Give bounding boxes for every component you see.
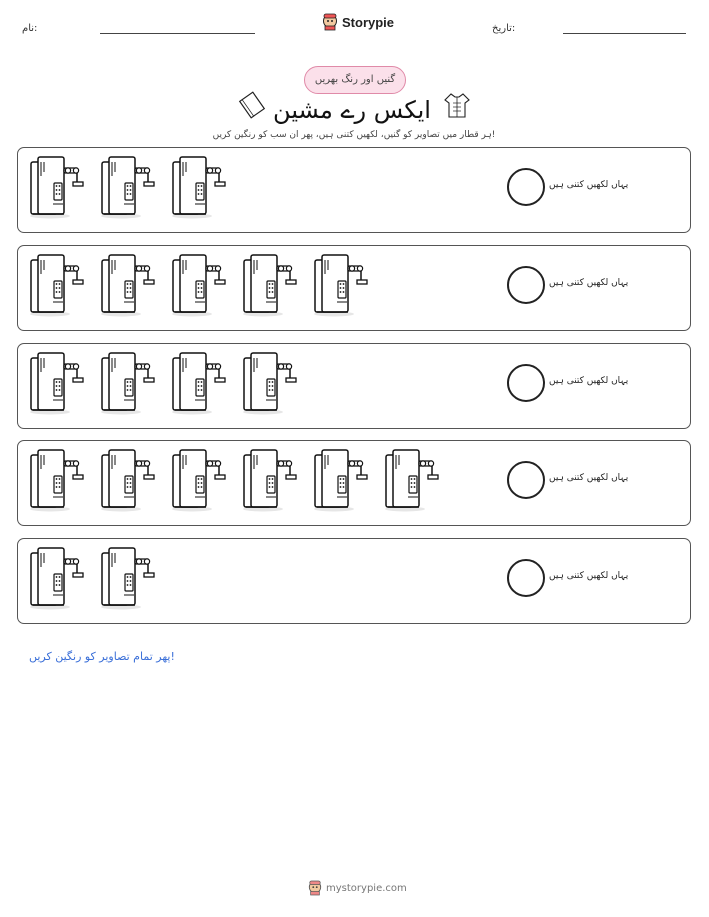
xray-machine-item [99, 545, 157, 611]
xray-machine-icon [312, 252, 370, 318]
xray-machine-item [28, 154, 86, 220]
xray-machine-icon [241, 252, 299, 318]
count-prompt: یہاں لکھیں کتنی ہیں [549, 571, 629, 581]
storypie-logo-icon [322, 13, 338, 31]
xray-machine-item [170, 154, 228, 220]
xray-machine-icon [241, 350, 299, 416]
xray-machine-item [170, 350, 228, 416]
xray-machine-icon [99, 154, 157, 220]
book-icon [238, 91, 266, 119]
xray-machine-item [241, 350, 299, 416]
count-prompt: یہاں لکھیں کتنی ہیں [549, 473, 629, 483]
storypie-logo-icon [308, 880, 322, 896]
date-line [563, 33, 686, 34]
instructions: ہر قطار میں تصاویر کو گنیں، لکھیں کتنی ہیں، پھر ان سب کو رنگین کریں! [212, 130, 496, 140]
answer-circle[interactable] [507, 168, 545, 206]
answer-circle[interactable] [507, 461, 545, 499]
answer-circle[interactable] [507, 266, 545, 304]
answer-circle[interactable] [507, 364, 545, 402]
xray-machine-item [312, 252, 370, 318]
count-row [17, 245, 691, 331]
xray-machine-item [241, 447, 299, 513]
xray-machine-icon [99, 350, 157, 416]
xray-machine-icon [28, 252, 86, 318]
xray-machine-icon [170, 154, 228, 220]
xray-machine-icon [99, 447, 157, 513]
xray-machine-item [99, 252, 157, 318]
xray-machine-icon [170, 350, 228, 416]
xray-machine-item [170, 252, 228, 318]
site-footer[interactable] [308, 880, 407, 896]
count-row [17, 147, 691, 233]
xray-machine-item [28, 350, 86, 416]
xray-machine-icon [170, 252, 228, 318]
xray-machine-icon [312, 447, 370, 513]
xray-machine-icon [383, 447, 441, 513]
footer-note: پھر تمام تصاویر کو رنگین کریں! [29, 650, 175, 663]
count-prompt: یہاں لکھیں کتنی ہیں [549, 376, 629, 386]
xray-machine-item [99, 447, 157, 513]
xray-machine-item [28, 252, 86, 318]
count-prompt: یہاں لکھیں کتنی ہیں [549, 278, 629, 288]
xray-machine-item [241, 252, 299, 318]
answer-circle[interactable] [507, 559, 545, 597]
xray-coat-icon [442, 91, 472, 119]
xray-machine-item [28, 447, 86, 513]
count-prompt: یہاں لکھیں کتنی ہیں [549, 180, 629, 190]
xray-machine-icon [28, 447, 86, 513]
xray-machine-icon [170, 447, 228, 513]
brand-logo[interactable] [322, 13, 394, 31]
xray-machine-item [312, 447, 370, 513]
name-line [100, 33, 255, 34]
xray-machine-icon [99, 252, 157, 318]
site-url: mystorypie.com [326, 882, 407, 894]
date-label: تاریخ: [492, 23, 516, 34]
count-row [17, 343, 691, 429]
count-row [17, 538, 691, 624]
brand-name: Storypie [342, 14, 395, 30]
xray-machine-item [28, 545, 86, 611]
xray-machine-icon [28, 154, 86, 220]
name-label: نام: [22, 23, 38, 34]
xray-machine-item [383, 447, 441, 513]
xray-machine-icon [241, 447, 299, 513]
xray-machine-icon [28, 350, 86, 416]
xray-machine-icon [28, 545, 86, 611]
activity-badge: گنیں اور رنگ بھریں [304, 66, 406, 94]
xray-machine-item [170, 447, 228, 513]
xray-machine-item [99, 154, 157, 220]
xray-machine-item [99, 350, 157, 416]
xray-machine-icon [99, 545, 157, 611]
count-row [17, 440, 691, 526]
page-title: ایکس رے مشین [273, 96, 431, 124]
